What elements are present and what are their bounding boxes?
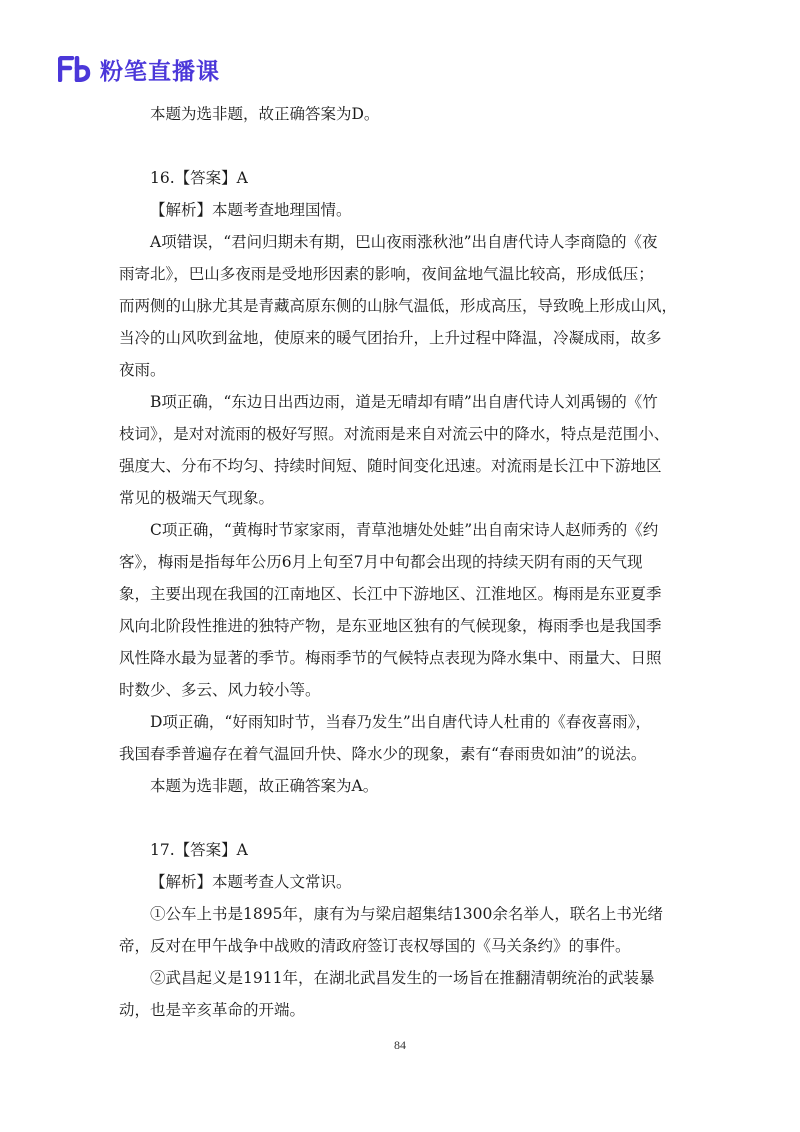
text-line: 风性降水最为显著的季节。梅雨季节的气候特点表现为降水集中、雨量大、日照 [119, 649, 662, 667]
text-line: 常见的极端天气现象。 [119, 489, 275, 507]
document-body [119, 98, 684, 1026]
conclusion: 本题为选非题，故正确答案为A。 [150, 777, 379, 795]
text-line: 而两侧的山脉尤其是青藏高原东侧的山脉气温低，形成高压，导致晚上形成山风， [119, 297, 678, 315]
text-line: A项错误，“君问归期未有期，巴山夜雨涨秋池”出自唐代诗人李商隐的《夜 [150, 233, 658, 251]
paragraph: 本题为选非题，故正确答案为D。 [150, 105, 380, 123]
text-line: D项正确，“好雨知时节，当春乃发生”出自唐代诗人杜甫的《春夜喜雨》， [150, 713, 652, 731]
text-line: B项正确，“东边日出西边雨，道是无晴却有晴”出自唐代诗人刘禹锡的《竹 [150, 393, 658, 411]
text-line: 强度大、分布不均匀、持续时间短、随时间变化迅速。对流雨是长江中下游地区 [119, 457, 662, 475]
text-line: 时数少、多云、风力较小等。 [119, 681, 321, 699]
text-line: 夜雨。 [119, 361, 166, 379]
text-line: 客》，梅雨是指每年公历6月上旬至7月中旬都会出现的持续天阴有雨的天气现 [119, 553, 643, 571]
text-line: 我国春季普遍存在着气温回升快、降水少的现象，素有“春雨贵如油”的说法。 [119, 745, 647, 763]
answer-heading: 16.【答案】A [150, 169, 248, 187]
text-line: 雨寄北》，巴山多夜雨是受地形因素的影响，夜间盆地气温比较高，形成低压； [119, 265, 654, 283]
text-line: 帝，反对在甲午战争中战败的清政府签订丧权辱国的《马关条约》的事件。 [119, 937, 631, 955]
brand-name: 粉笔直播课 [100, 58, 220, 85]
text-line: 当冷的山风吹到盆地，使原来的暖气团抬升，上升过程中降温，冷凝成雨，故多 [119, 329, 662, 347]
header [58, 54, 220, 84]
text-line: ②武昌起义是1911年，在湖北武昌发生的一场旨在推翻清朝统治的武装暴 [150, 969, 655, 987]
analysis-heading: 【解析】本题考查人文常识。 [150, 873, 352, 891]
analysis-heading: 【解析】本题考查地理国情。 [150, 201, 352, 219]
text-line: 枝词》，是对对流雨的极好写照。对流雨是来自对流云中的降水，特点是范围小、 [119, 425, 670, 443]
text-line: 风向北阶段性推进的独特产物，是东亚地区独有的气候现象，梅雨季也是我国季 [119, 617, 662, 635]
text-line: 动，也是辛亥革命的开端。 [119, 1001, 306, 1019]
page-number: 84 [394, 1038, 406, 1052]
text-line: C项正确，“黄梅时节家家雨，青草池塘处处蛙”出自南宋诗人赵师秀的《约 [150, 521, 659, 539]
text-line: 象，主要出现在我国的江南地区、长江中下游地区、江淮地区。梅雨是东亚夏季 [119, 585, 662, 603]
answer-heading: 17.【答案】A [150, 841, 248, 859]
text-line: ①公车上书是1895年，康有为与梁启超集结1300余名举人，联名上书光绪 [150, 905, 663, 923]
fb-logo-icon [58, 56, 92, 82]
